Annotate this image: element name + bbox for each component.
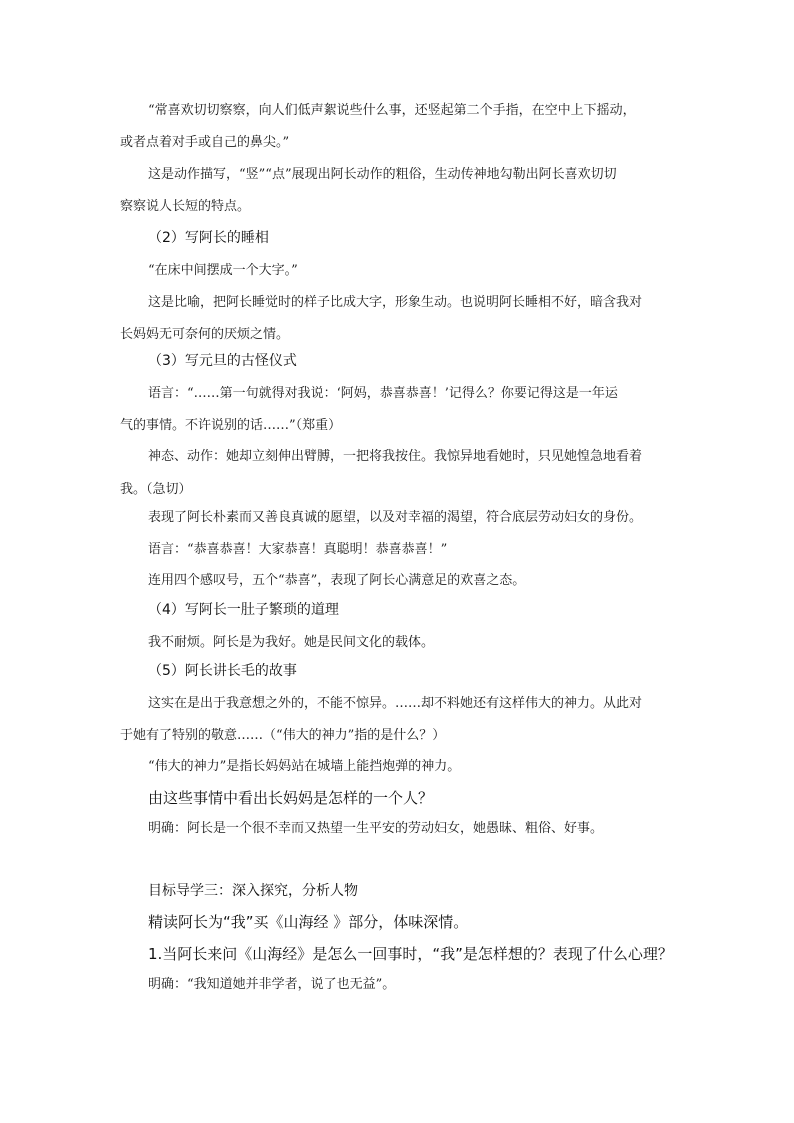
text-line: 这实在是出于我意想之外的，不能不惊异。……却不料她还有这样伟大的神力。从此对 [148, 696, 643, 711]
text-line: 察察说人长短的特点。 [120, 199, 251, 214]
text-line: 气的事情。不许说别的话……”（郑重） [120, 418, 342, 433]
question-line: 由这些事情中看出长妈妈是怎样的一个人？ [148, 789, 434, 807]
text-line: 这是比喻，把阿长睡觉时的样子比成大字，形象生动。也说明阿长睡相不好，暗含我对 [148, 295, 643, 310]
text-line: 精读阿长为“我”买《山海经 》部分，体味深情。 [148, 913, 469, 931]
section-heading: （4）写阿长一肚子繁琐的道理 [148, 602, 339, 618]
text-line: 于她有了特别的敬意……（“伟大的神力”指的是什么？） [120, 728, 446, 743]
text-line: “伟大的神力”是指长妈妈站在城墙上能挡炮弹的神力。 [148, 759, 461, 774]
section-heading: （3）写元旦的古怪仪式 [148, 353, 297, 369]
text-line: 语言：“……第一句就得对我说：‘阿妈，恭喜恭喜！’记得么？你要记得这是一年运 [148, 386, 618, 401]
question-line: 1.当阿长来问《山海经》是怎么一回事时，“我”是怎样想的？表现了什么心理？ [148, 945, 673, 963]
section-heading: （2）写阿长的睡相 [148, 230, 269, 246]
text-line: 我不耐烦。阿长是为我好。她是民间文化的载体。 [148, 635, 435, 650]
text-line: “在床中间摆成一个大字。” [148, 263, 298, 278]
text-line: 我。（急切） [120, 482, 192, 497]
text-line: 连用四个感叹号，五个“恭喜”，表现了阿长心满意足的欢喜之态。 [148, 573, 526, 588]
text-line: 神态、动作：她却立刻伸出臂膊，一把将我按住。我惊异地看她时，只见她惶急地看着 [148, 449, 643, 464]
answer-line: 明确：“我知道她并非学者，说了也无益”。 [148, 977, 396, 992]
text-line: 表现了阿长朴素而又善良真诚的愿望，以及对幸福的渴望，符合底层劳动妇女的身份。 [148, 510, 643, 525]
text-line: 或者点着对手或自己的鼻尖。” [120, 135, 290, 150]
section-title: 目标导学三：深入探究，分析人物 [148, 883, 358, 899]
text-line: 长妈妈无可奈何的厌烦之情。 [120, 327, 290, 342]
answer-line: 明确：阿长是一个很不幸而又热望一生平安的劳动妇女，她愚昧、粗俗、好事。 [148, 821, 604, 836]
text-line: “常喜欢切切察察，向人们低声絮说些什么事，还竖起第二个手指，在空中上下摇动， [148, 103, 636, 118]
text-line: 语言：“恭喜恭喜！大家恭喜！真聪明！恭喜恭喜！” [148, 542, 448, 557]
text-line: 这是动作描写，“竖”“点”展现出阿长动作的粗俗，生动传神地勾勒出阿长喜欢切切 [148, 167, 617, 182]
section-heading: （5）阿长讲长毛的故事 [148, 663, 297, 679]
